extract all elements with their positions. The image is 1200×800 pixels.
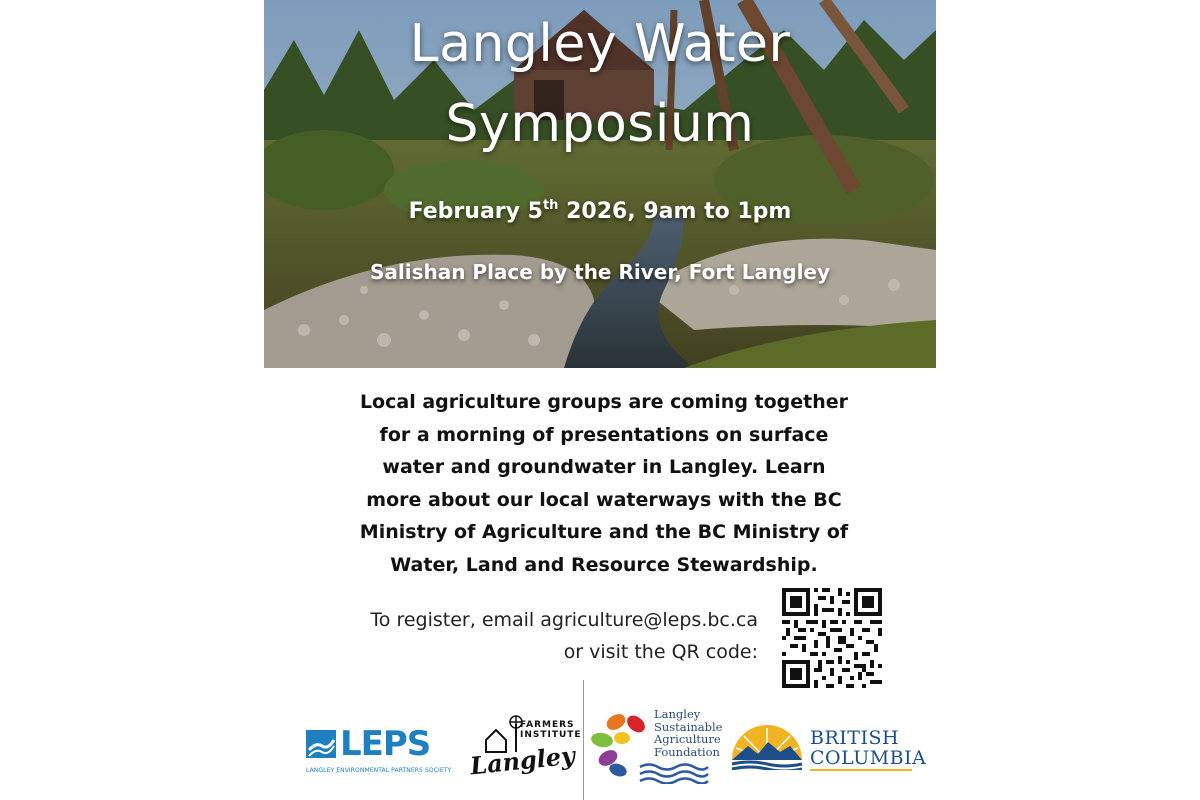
lsaf-wordmark	[654, 708, 722, 758]
farmers-institute-label: FARMERS INSTITUTE	[520, 720, 582, 740]
event-title-line1: Langley Water	[409, 14, 791, 74]
register-email-line: To register, email agriculture@leps.bc.ca	[370, 609, 758, 631]
register-qr-line: or visit the QR code:	[563, 641, 758, 663]
event-date-time: 2026, 9am to 1pm	[558, 199, 792, 224]
registration-qr-code[interactable]	[782, 588, 882, 688]
event-description	[330, 386, 878, 581]
bc-underline	[810, 769, 912, 771]
logo-divider	[583, 680, 584, 800]
bc-wordmark	[810, 728, 926, 768]
description-line: Local agriculture groups are coming together	[359, 391, 849, 413]
lsaf-line: Foundation	[654, 744, 720, 759]
langley-script-label: Langley	[468, 740, 577, 781]
water-waves-icon	[638, 762, 710, 784]
description-line: Ministry of Agriculture and the BC Ministry of	[359, 521, 849, 543]
leps-mark-icon	[306, 728, 338, 760]
description-line: more about our local waterways with the BC	[366, 488, 842, 511]
register-info	[290, 604, 758, 668]
lsaf-line: Langley	[654, 707, 701, 721]
lsaf-line: Agriculture	[654, 732, 721, 746]
description-line: water and groundwater in Langley. Learn	[382, 456, 826, 478]
bc-line2: COLUMBIA	[810, 747, 927, 769]
event-venue: Salishan Place by the River, Fort Langley	[369, 260, 831, 284]
lsaf-line: Sustainable	[654, 719, 723, 734]
event-title-line2: Symposium	[445, 94, 755, 154]
description-line: for a morning of presentations on surface	[379, 423, 829, 446]
event-date-day: February 5	[408, 199, 543, 224]
bc-line1: BRITISH	[810, 727, 900, 749]
event-date	[264, 198, 936, 224]
leps-wordmark: LEPS	[340, 724, 431, 764]
description-line: Water, Land and Resource Stewardship.	[390, 553, 818, 576]
bc-sun-mountains-icon	[730, 720, 804, 770]
leps-subtitle: LANGLEY ENVIRONMENTAL PARTNERS SOCIETY	[306, 767, 452, 774]
event-date-ordinal: th	[542, 198, 559, 213]
hero-photo	[264, 0, 936, 368]
